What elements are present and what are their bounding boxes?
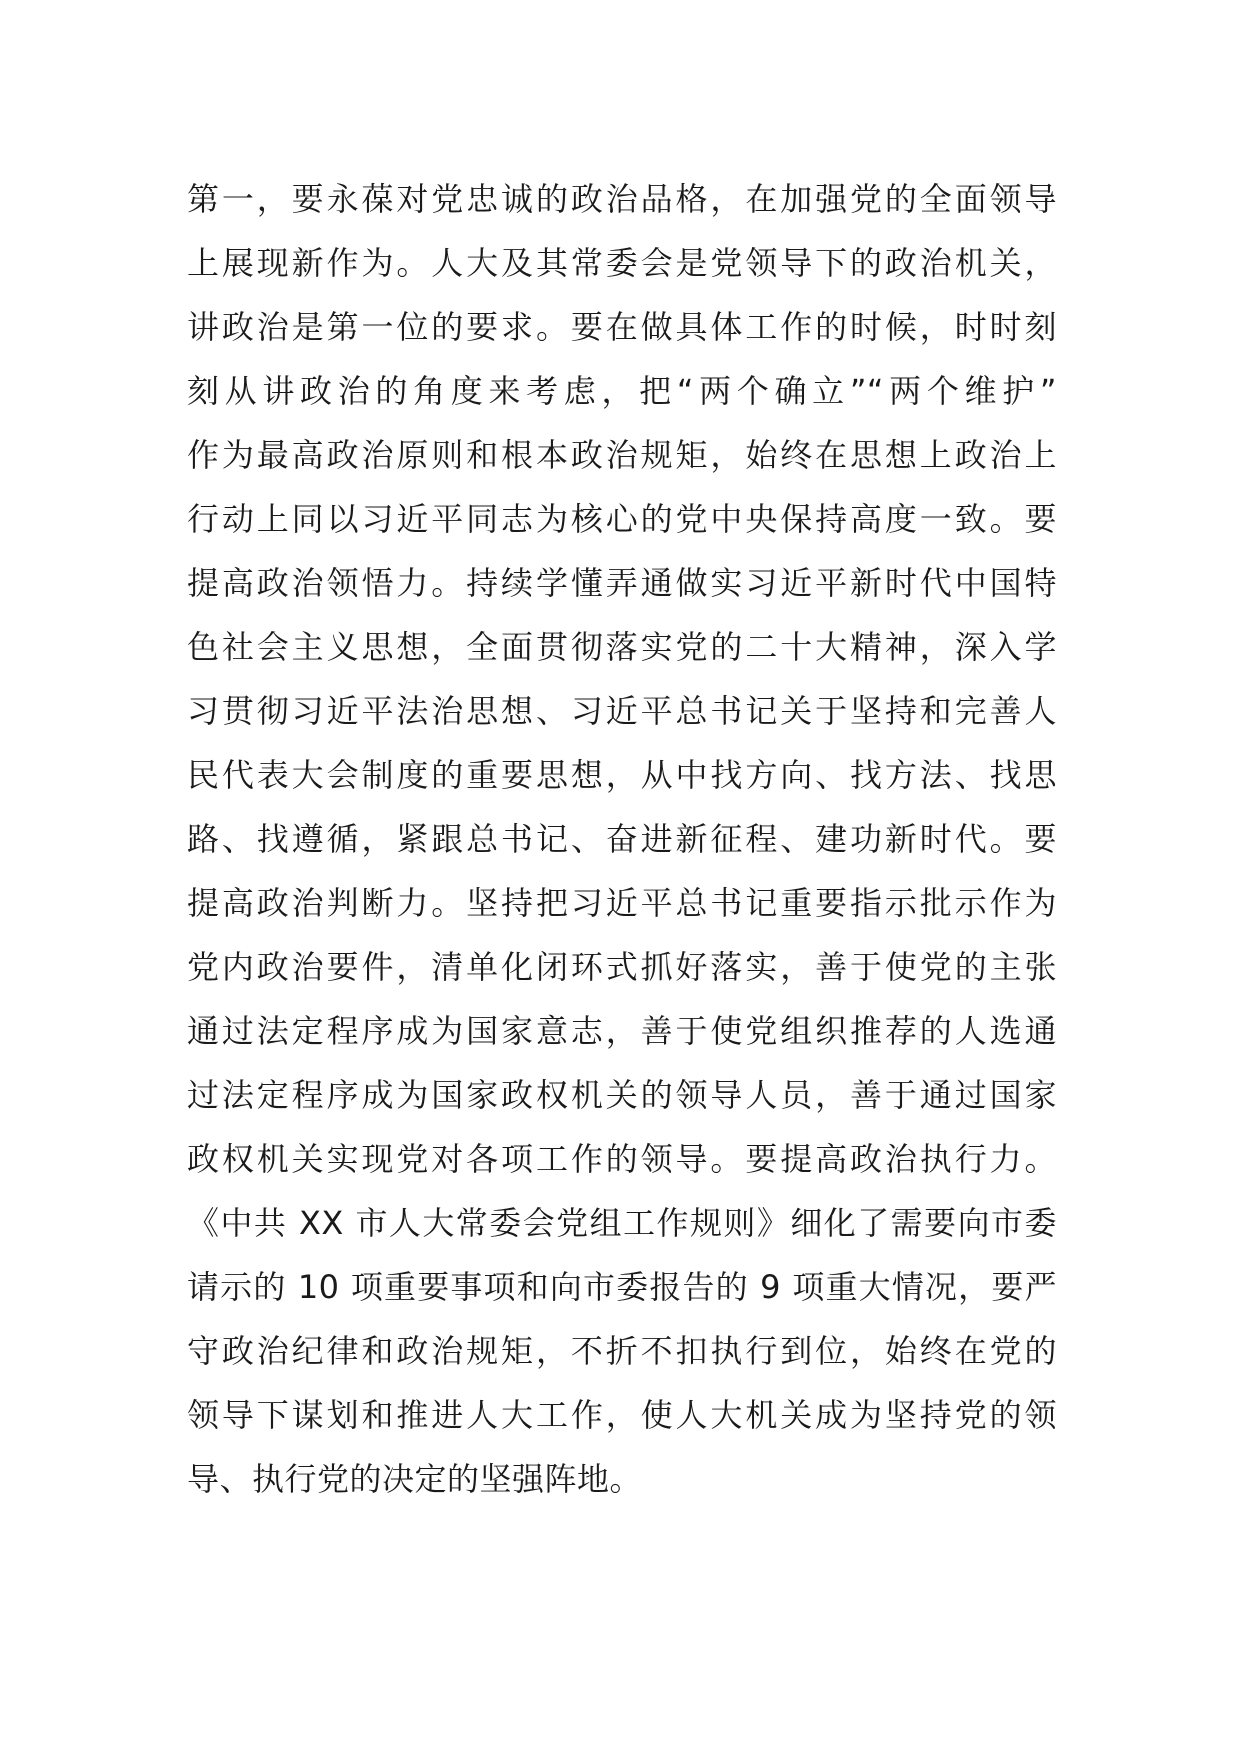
paragraph-line: 政权机关实现党对各项工作的领导。要提高政治执行力。 [187, 1140, 1057, 1178]
body-paragraph [187, 167, 1057, 1511]
paragraph-line: 党内政治要件，清单化闭环式抓好落实，善于使党的主张 [187, 948, 1057, 986]
paragraph-line: 行动上同以习近平同志为核心的党中央保持高度一致。要 [187, 500, 1057, 538]
paragraph-line: 刻从讲政治的角度来考虑，把“两个确立”“两个维护” [187, 372, 1057, 410]
paragraph-line: 《中共 XX 市人大常委会党组工作规则》细化了需要向市委 [187, 1204, 1057, 1242]
paragraph-line: 讲政治是第一位的要求。要在做具体工作的时候，时时刻 [187, 308, 1057, 346]
paragraph-line: 提高政治判断力。坚持把习近平总书记重要指示批示作为 [187, 884, 1057, 922]
paragraph-line: 民代表大会制度的重要思想，从中找方向、找方法、找思 [187, 756, 1057, 794]
paragraph-line: 路、找遵循，紧跟总书记、奋进新征程、建功新时代。要 [187, 820, 1057, 858]
paragraph-line: 过法定程序成为国家政权机关的领导人员，善于通过国家 [187, 1076, 1057, 1114]
paragraph-line: 导、执行党的决定的坚强阵地。 [187, 1460, 643, 1498]
paragraph-line: 守政治纪律和政治规矩，不折不扣执行到位，始终在党的 [187, 1332, 1057, 1370]
paragraph-line: 请示的 10 项重要事项和向市委报告的 9 项重大情况，要严 [187, 1268, 1057, 1306]
paragraph-line: 作为最高政治原则和根本政治规矩，始终在思想上政治上 [187, 436, 1057, 474]
paragraph-line: 领导下谋划和推进人大工作，使人大机关成为坚持党的领 [187, 1396, 1057, 1434]
paragraph-line: 习贯彻习近平法治思想、习近平总书记关于坚持和完善人 [187, 692, 1057, 730]
paragraph-line: 上展现新作为。人大及其常委会是党领导下的政治机关， [187, 244, 1057, 282]
paragraph-line: 通过法定程序成为国家意志，善于使党组织推荐的人选通 [187, 1012, 1057, 1050]
paragraph-line: 色社会主义思想，全面贯彻落实党的二十大精神，深入学 [187, 628, 1057, 666]
paragraph-line: 提高政治领悟力。持续学懂弄通做实习近平新时代中国特 [187, 564, 1057, 602]
paragraph-line: 第一，要永葆对党忠诚的政治品格，在加强党的全面领导 [187, 180, 1057, 218]
